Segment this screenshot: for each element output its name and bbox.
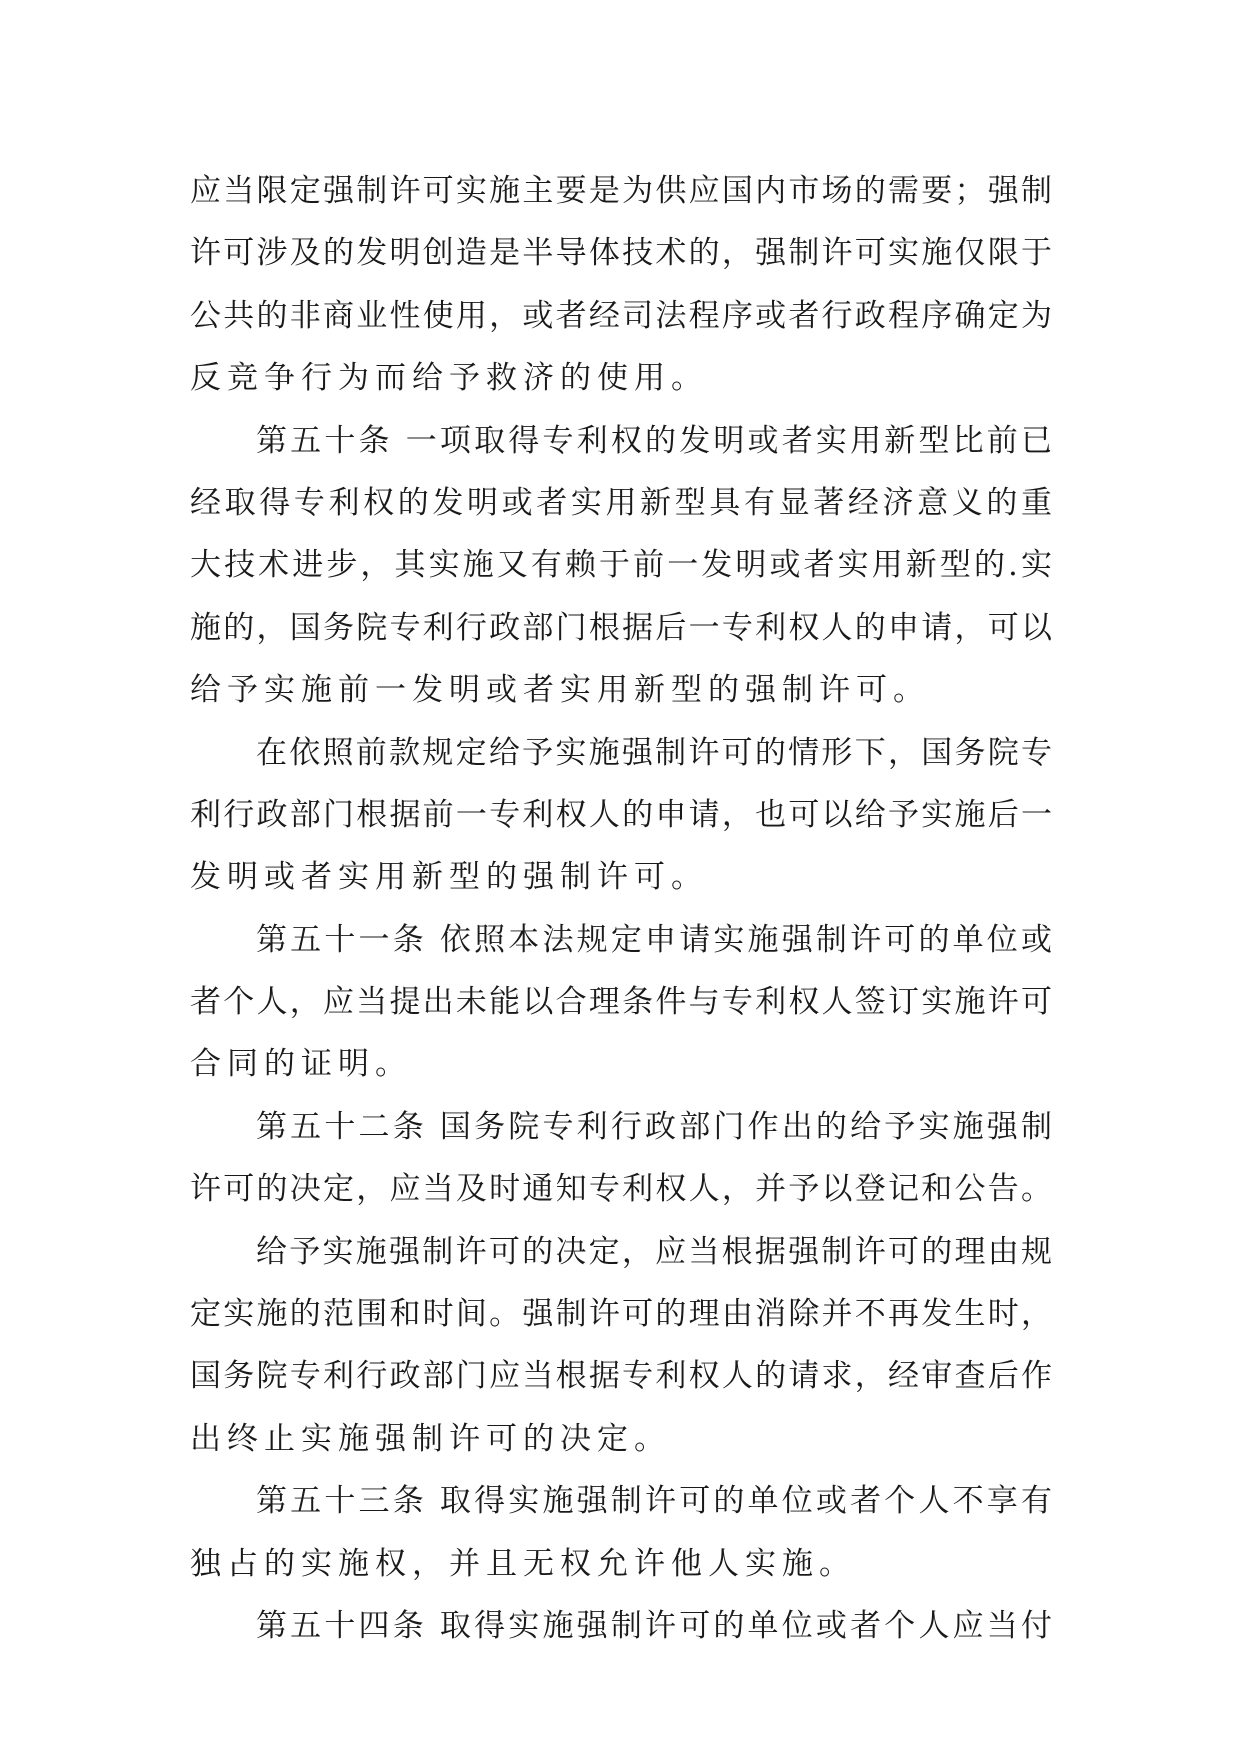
- text-line: 独占的实施权，并且无权允许他人实施。: [190, 1545, 856, 1582]
- text-line: 第五十四条 取得实施强制许可的单位或者个人应当付: [256, 1607, 1052, 1644]
- text-line: 大技术进步，其实施又有赖于前一发明或者实用新型的.实: [190, 547, 1052, 584]
- text-line: 出终止实施强制许可的决定。: [190, 1420, 671, 1457]
- text-line: 利行政部门根据前一专利权人的申请，也可以给予实施后一: [190, 796, 1052, 833]
- text-line: 第五十条 一项取得专利权的发明或者实用新型比前已: [256, 422, 1052, 459]
- text-line: 定实施的范围和时间。强制许可的理由消除并不再发生时，: [190, 1296, 1052, 1333]
- text-line: 国务院专利行政部门应当根据专利权人的请求，经审查后作: [190, 1358, 1052, 1395]
- text-line: 施的，国务院专利行政部门根据后一专利权人的申请，可以: [190, 609, 1052, 646]
- paragraph-article-52: [190, 1096, 1052, 1221]
- paragraph-article-50-clause-2: [190, 722, 1052, 909]
- text-line: 合同的证明。: [190, 1046, 412, 1083]
- paragraph-continuation: [190, 160, 1052, 410]
- text-line: 许可涉及的发明创造是半导体技术的，强制许可实施仅限于: [190, 235, 1052, 272]
- text-line: 第五十一条 依照本法规定申请实施强制许可的单位或: [256, 921, 1052, 958]
- text-line: 许可的决定，应当及时通知专利权人，并予以登记和公告。: [190, 1171, 1052, 1208]
- text-line: 在依照前款规定给予实施强制许可的情形下，国务院专: [256, 734, 1052, 771]
- paragraph-article-52-clause-2: [190, 1221, 1052, 1471]
- text-line: 反竞争行为而给予救济的使用。: [190, 360, 708, 397]
- text-line: 应当限定强制许可实施主要是为供应国内市场的需要；强制: [190, 173, 1052, 209]
- paragraph-article-50: [190, 410, 1052, 722]
- text-line: 公共的非商业性使用，或者经司法程序或者行政程序确定为: [190, 297, 1052, 334]
- paragraph-article-51: [190, 909, 1052, 1096]
- document-body: [190, 160, 1052, 1657]
- paragraph-article-53: [190, 1470, 1052, 1595]
- text-line: 第五十二条 国务院专利行政部门作出的给予实施强制: [256, 1108, 1052, 1145]
- text-line: 者个人，应当提出未能以合理条件与专利权人签订实施许可: [190, 984, 1052, 1021]
- text-line: 发明或者实用新型的强制许可。: [190, 859, 708, 896]
- text-line: 经取得专利权的发明或者实用新型具有显著经济意义的重: [190, 484, 1052, 521]
- paragraph-article-54: [190, 1595, 1052, 1657]
- text-line: 第五十三条 取得实施强制许可的单位或者个人不享有: [256, 1483, 1052, 1520]
- text-line: 给予实施前一发明或者实用新型的强制许可。: [190, 672, 930, 709]
- text-line: 给予实施强制许可的决定，应当根据强制许可的理由规: [256, 1233, 1052, 1270]
